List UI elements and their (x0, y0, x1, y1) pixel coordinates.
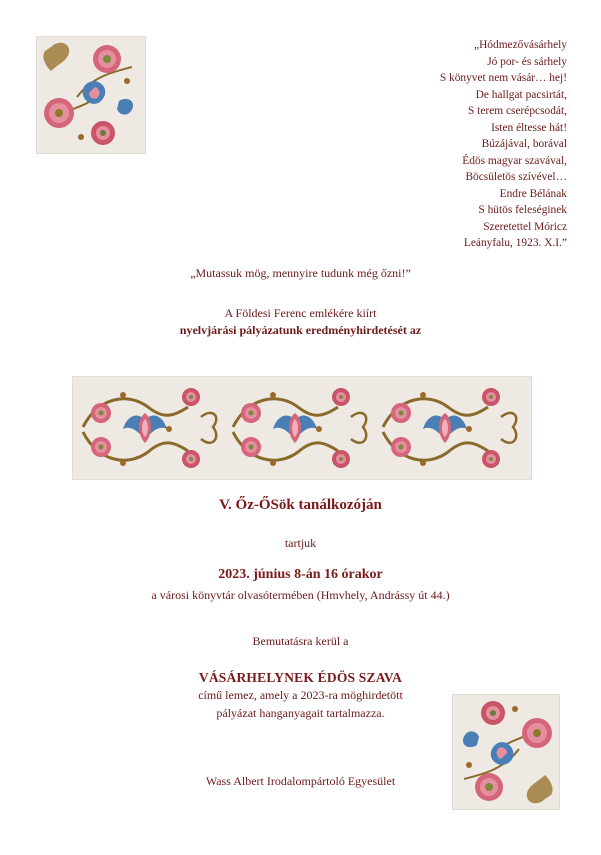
motto: „Mutassuk mög, mennyire tudunk még őzni!” (190, 266, 411, 280)
poem-line: S terem cserépcsodát, (468, 105, 567, 117)
organizer: Wass Albert Irodalompártoló Egyesület (205, 774, 396, 788)
embroidery-bottom-right-graphic (453, 695, 559, 809)
embroidery-band (72, 376, 532, 480)
intro-line-1: A Földesi Ferenc emlékére kiírt (224, 306, 377, 320)
intro-line-2: nyelvjárási pályázatunk eredményhirdetését az (179, 323, 422, 337)
poem-line: Édös magyar szavával, (462, 154, 567, 167)
embroidery-top-left-graphic (37, 37, 145, 153)
record-title: VÁSÁRHELYNEK ÉDÖS SZAVA (198, 670, 403, 685)
event-title: V. Őz-ŐSök tanálkozóján (219, 497, 382, 513)
poem-line: De hallgat pacsirtát, (475, 88, 567, 101)
poem-line: „Hódmezővásárhely (474, 39, 567, 51)
presentation-intro: Bemutatásra kerül a (252, 634, 349, 648)
poem-line: Búzájával, borával (481, 138, 567, 150)
poem-line: Jó por- és sárhely (487, 55, 567, 68)
event-date: 2023. június 8-án 16 órakor (218, 567, 383, 582)
poem-line: Isten éltesse hát! (491, 121, 567, 134)
poem-line: Szeretettel Móricz (483, 220, 567, 233)
poem-line: Leányfalu, 1923. X.I.” (463, 237, 567, 249)
embroidery-corner-bottom-right (452, 694, 560, 810)
event-place: a városi könyvtár olvasótermében (Hmvhely, Andrássy út 44.) (151, 588, 450, 602)
embroidery-corner-top-left (36, 36, 146, 154)
poem-line: Böcsületös szívével… (465, 171, 567, 183)
embroidery-band-graphic (73, 377, 531, 479)
poem-line: S könyvet nem vásár… hej! (439, 72, 567, 84)
event-tartjuk: tartjuk (284, 536, 317, 550)
record-description-line-1: című lemez, amely a 2023-ra möghirdetött (198, 688, 403, 702)
poem-line: Endre Bélának (499, 187, 567, 200)
record-description-line-2: pályázat hanganyagait tartalmazza. (216, 706, 385, 720)
poem (347, 37, 567, 252)
poem-line: S hütös feleséginek (478, 204, 567, 216)
